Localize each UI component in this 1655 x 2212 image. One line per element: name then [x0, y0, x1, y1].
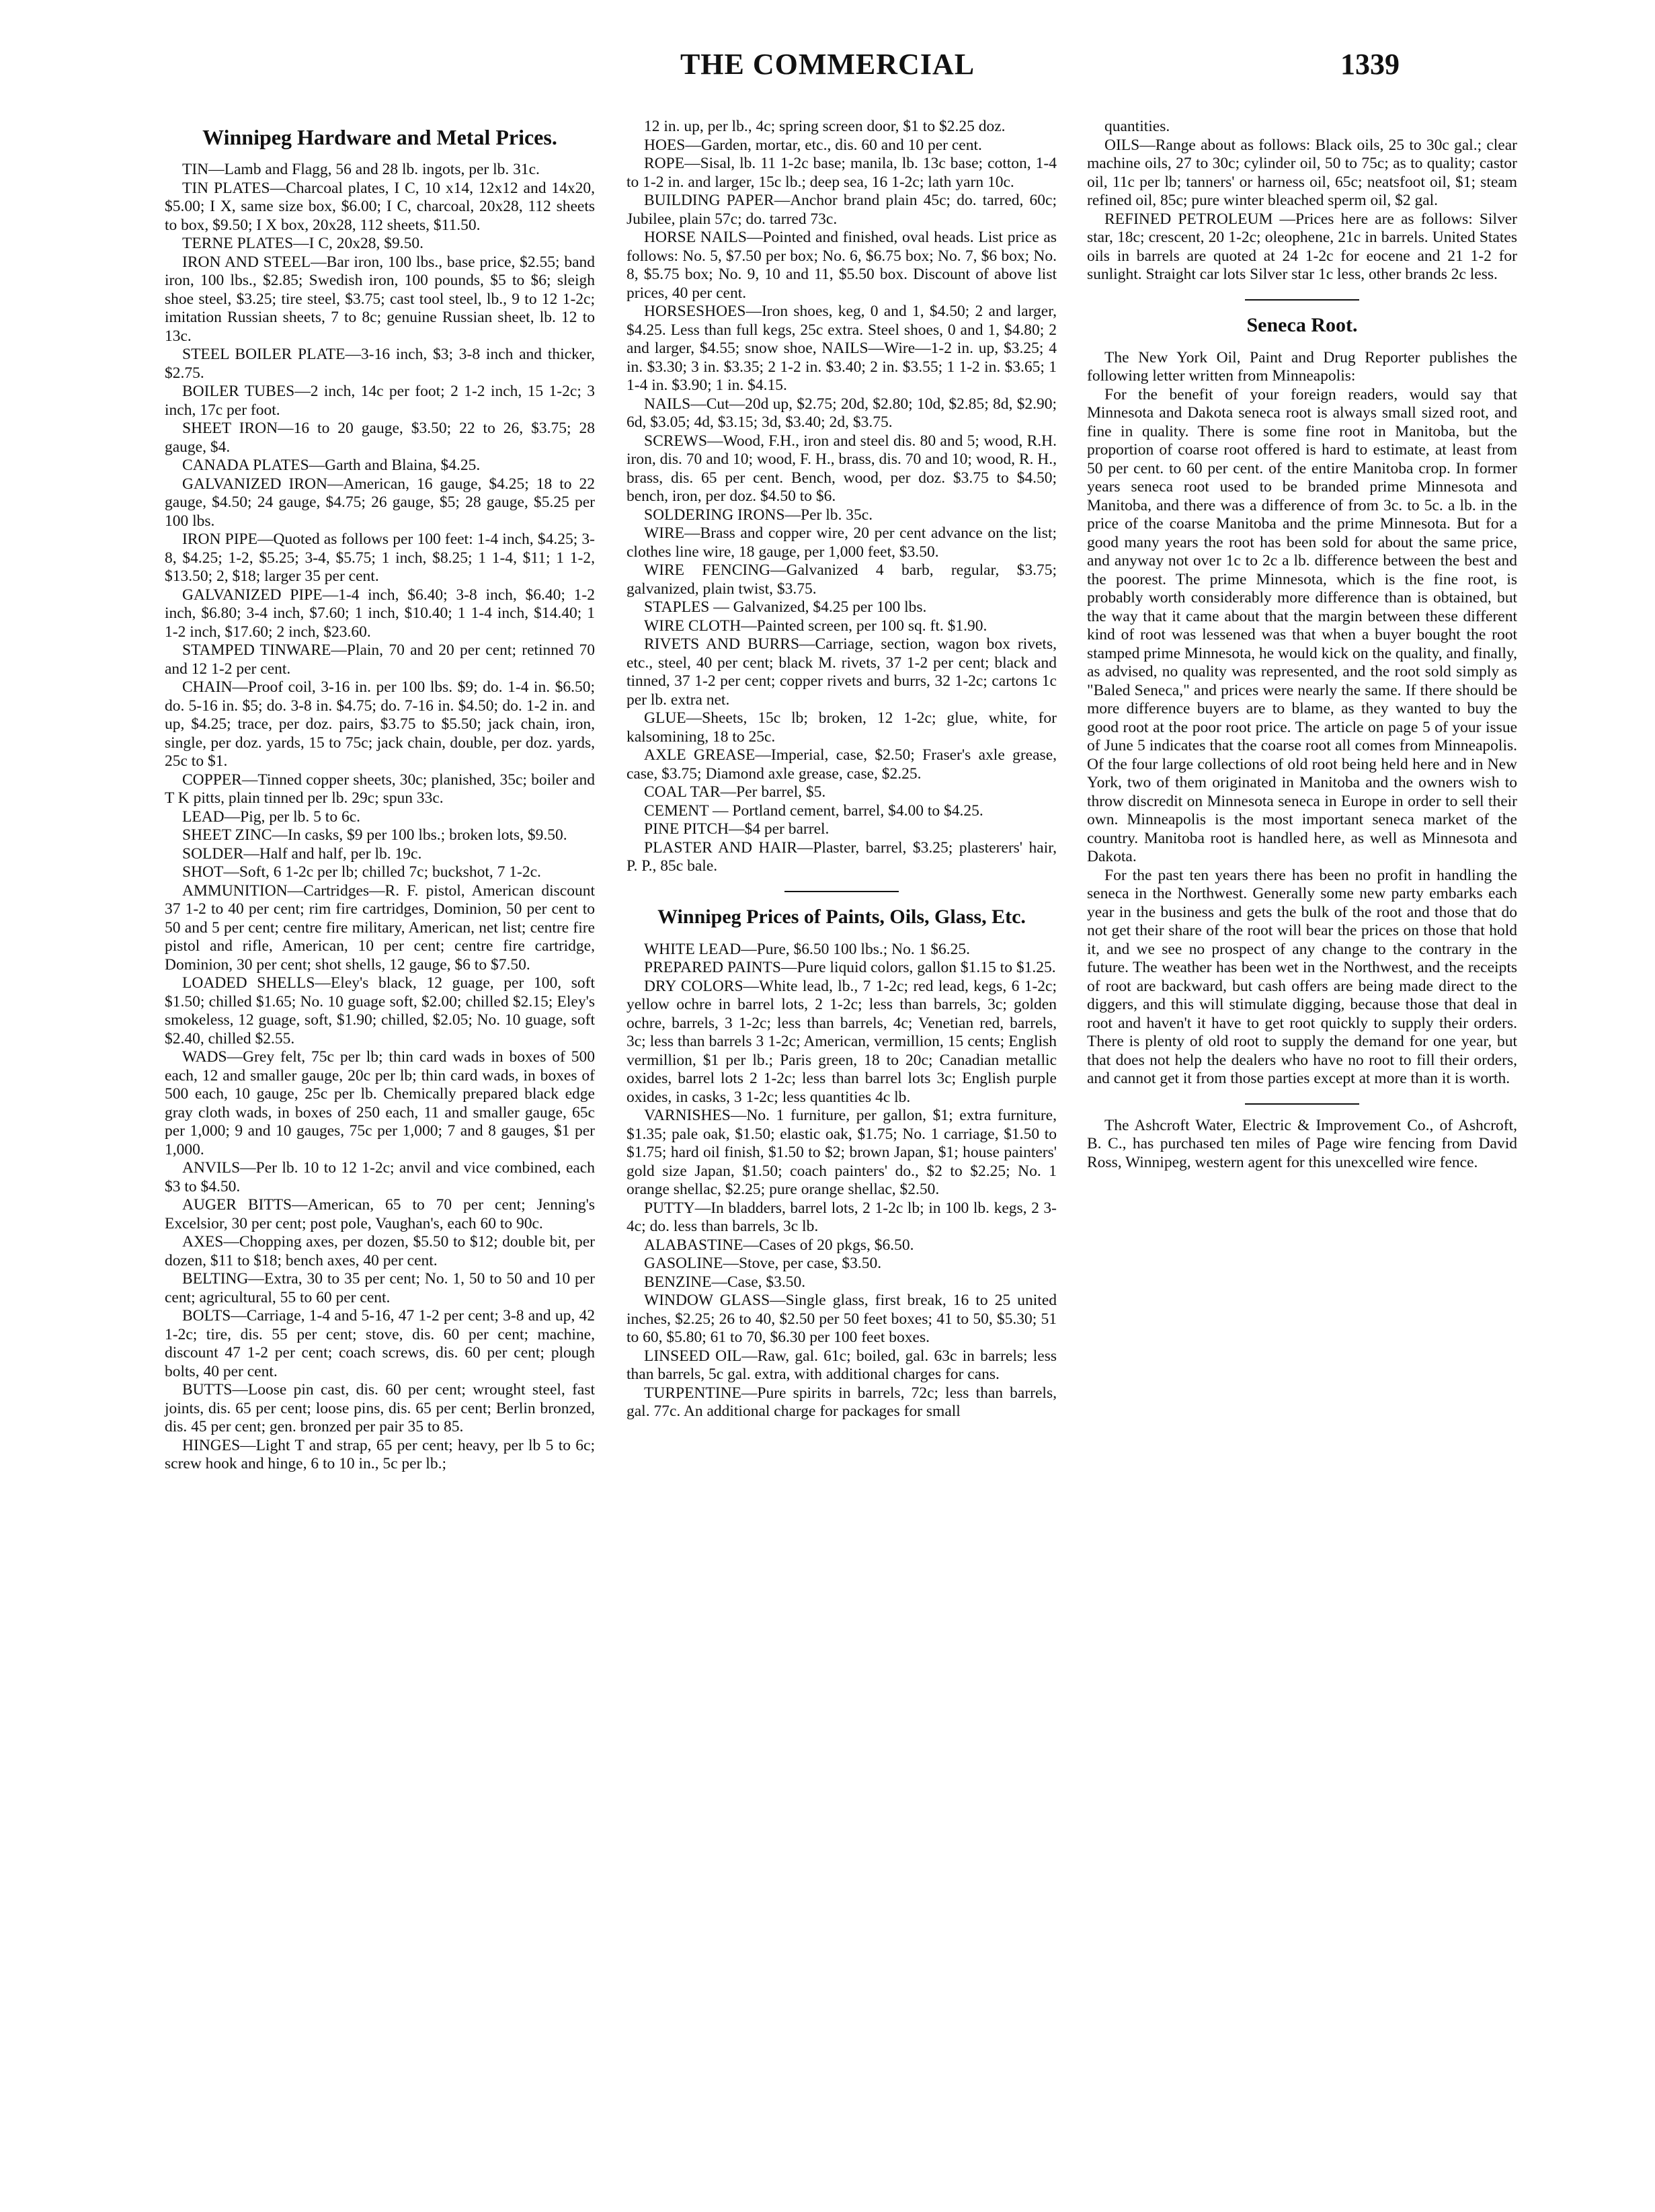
section-divider	[784, 891, 899, 892]
paragraph: STAPLES — Galvanized, $4.25 per 100 lbs.	[644, 598, 927, 616]
paragraph: WIRE—Brass and copper wire, 20 per cent advance on the list; clothes line wire, 18 gauge, per 1,000 feet, $3.50.	[627, 524, 1057, 561]
paints-prices-list	[627, 941, 1057, 1421]
paragraph: GLUE—Sheets, 15c lb; broken, 12 1-2c; glue, white, for kalsomining, 18 to 25c.	[627, 709, 1057, 746]
paragraph: BUTTS—Loose pin cast, dis. 60 per cent; wrought steel, fast joints, dis. 65 per cent; loose pins, dis. 65 per cent; Berlin bronzed, dis. 45 per cent; gen. bronzed per pair 35 to 85.	[165, 1381, 595, 1435]
paragraph: HINGES—Light T and strap, 65 per cent; heavy, per lb 5 to 6c; screw hook and hinge, 6 to 10 in., 5c per lb.;	[165, 1436, 595, 1472]
paragraph: AXES—Chopping axes, per dozen, $5.50 to $12; double bit, per dozen, $11 to $18; bench axes, 40 per cent.	[165, 1233, 595, 1269]
hardware-prices-title: Winnipeg Hardware and Metal Prices.	[202, 125, 557, 149]
paragraph: VARNISHES—No. 1 furniture, per gallon, $1; extra furniture, $1.35; pale oak, $1.50; elastic oak, $1.75; No. 1 carriage, $1.50 to $1.75; hard oil finish, $1.50 to $2; brown Japan, $1; house painters' gold size Japan, $1.50; coach painters' do., $2 to $2.25; No. 1 orange shellac, $2.25; pure orange shellac, $2.50.	[627, 1107, 1057, 1198]
paragraph: IRON PIPE—Quoted as follows per 100 feet: 1-4 inch, $4.25; 3-8, $4.25; 1-2, $5.25; 3-4, $5.75; 1 inch, $8.25; 1 1-4, $11; 1 1-2, $13.50; 2, $18; larger 35 per cent.	[165, 530, 595, 585]
paragraph: TERNE PLATES—I C, 20x28, $9.50.	[182, 235, 424, 252]
paragraph: quantities.	[1104, 118, 1170, 135]
paragraph: The Ashcroft Water, Electric & Improvement Co., of Ashcroft, B. C., has purchased ten miles of Page wire fencing from David Ross, Winnipeg, western agent for this unexcelled wire fence.	[1087, 1116, 1517, 1171]
paragraph: NAILS—Cut—20d up, $2.75; 20d, $2.80; 10d, $2.85; 8d, $2.90; 6d, $3.05; 4d, $3.15; 3d, $3.40; 2d, $3.75.	[627, 395, 1057, 431]
paragraph: BOLTS—Carriage, 1-4 and 5-16, 47 1-2 per cent; 3-8 and up, 42 1-2c; tire, dis. 55 per cent; stove, dis. 60 per cent; machine, discount 47 1-2 per cent; coach screws, dis. 60 per cent; plough bolts, 40 per cent.	[165, 1307, 595, 1380]
paragraph: BUILDING PAPER—Anchor brand plain 45c; do. tarred, 60c; Jubilee, plain 57c; do. tarred 73c.	[627, 192, 1057, 228]
ashcroft-notice	[1087, 1117, 1517, 1173]
paragraph: PUTTY—In bladders, barrel lots, 2 1-2c lb; in 100 lb. kegs, 2 3-4c; do. less than barrels, 3c lb.	[627, 1199, 1057, 1235]
paragraph: PLASTER AND HAIR—Plaster, barrel, $3.25; plasterers' hair, P. P., 85c bale.	[627, 838, 1057, 875]
seneca-root-article	[1087, 349, 1517, 1089]
paragraph: HORSE NAILS—Pointed and finished, oval heads. List price as follows: No. 5, $7.50 per box; No. 6, $6.75 box; No. 7, $6 box; No. 8, $5.75 box; No. 9, 10 and 11, $5.50 box. Discount of above list prices, 40 per cent.	[627, 229, 1057, 302]
paragraph: RIVETS AND BURRS—Carriage, section, wagon box rivets, etc., steel, 40 per cent; black M. rivets, 37 1-2 per cent; black and tinned, 37 1-2 per cent; copper rivets and burrs, 32 1-2c; cartons 1c per lb. extra net.	[627, 635, 1057, 709]
paragraph: SHEET ZINC—In casks, $9 per 100 lbs.; broken lots, $9.50.	[182, 826, 567, 844]
paragraph: PREPARED PAINTS—Pure liquid colors, gallon $1.15 to $1.25.	[644, 959, 1056, 976]
page-header	[0, 0, 1655, 114]
section-divider	[1245, 299, 1359, 301]
paragraph: HORSESHOES—Iron shoes, keg, 0 and 1, $4.50; 2 and larger, $4.25. Less than full kegs, 25c extra. Steel shoes, 0 and 1, $4.80; 2 and larger, $4.55; snow shoe, NAILS—Wire—1-2 in. up, $3.25; 4 in. $3.30; 3 in. $3.35; 2 1-2 in. $3.40; 2 in. $3.55; 1 1-2 in. $3.65; 1 1-4 in. $3.90; 1 in. $4.15.	[627, 303, 1057, 394]
paints-prices-continued	[1087, 118, 1517, 284]
paragraph: OILS—Range about as follows: Black oils, 25 to 30c gal.; clear machine oils, 27 to 30c; cylinder oil, 50 to 75c; as to quality; castor oil, 11c per lb; tanners' or harness oil, 65c; neatsfoot oil, $1; steam refined oil, 85c; pure winter bleached sperm oil, $2 gal.	[1087, 136, 1517, 209]
hardware-prices-list	[165, 161, 595, 1474]
paragraph: BENZINE—Case, $3.50.	[644, 1273, 806, 1291]
section-divider	[1245, 1103, 1359, 1105]
paragraph: GALVANIZED PIPE—1-4 inch, $6.40; 3-8 inch, $6.40; 1-2 inch, $6.80; 3-4 inch, $7.60; 1 inch, $10.40; 1 1-4 inch, $14.40; 1 1-2 inch, $17.60; 2 inch, $23.60.	[165, 586, 595, 641]
paragraph: ROPE—Sisal, lb. 11 1-2c base; manila, lb. 13c base; cotton, 1-4 to 1-2 in. and larger, 15c lb.; deep sea, 16 1-2c; lath yarn 10c.	[627, 155, 1057, 191]
paragraph: WHITE LEAD—Pure, $6.50 100 lbs.; No. 1 $6.25.	[644, 940, 970, 958]
paragraph: CEMENT — Portland cement, barrel, $4.00 to $4.25.	[644, 801, 983, 820]
paragraph: SHOT—Soft, 6 1-2c per lb; chilled 7c; buckshot, 7 1-2c.	[182, 863, 541, 881]
column-3	[1087, 118, 1517, 1172]
paragraph: AXLE GREASE—Imperial, case, $2.50; Fraser's axle grease, case, $3.75; Diamond axle grease, case, $2.25.	[627, 746, 1057, 783]
paragraph: ANVILS—Per lb. 10 to 12 1-2c; anvil and vice combined, each $3 to $4.50.	[165, 1159, 595, 1195]
paragraph: WIRE CLOTH—Painted screen, per 100 sq. ft. $1.90.	[644, 617, 987, 635]
paragraph: TURPENTINE—Pure spirits in barrels, 72c; less than barrels, gal. 77c. An additional charge for packages for small	[627, 1384, 1057, 1420]
paragraph: WADS—Grey felt, 75c per lb; thin card wads in boxes of 500 each, 12 and smaller gauge, 20c per lb; thin card wads, in boxes of 500 each, 10 gauge, 25c per lb. Chemically prepared black edge gray cloth wads, in boxes of 250 each, 11 and smaller gauge, 65c per 1,000; 9 and 10 gauges, 75c per 1,000; 7 and 8 gauges, $1 per 1,000.	[165, 1048, 595, 1158]
paragraph: COAL TAR—Per barrel, $5.	[644, 783, 826, 801]
paragraph: LINSEED OIL—Raw, gal. 61c; boiled, gal. 63c in barrels; less than barrels, 5c gal. extra, with additional charges for cans.	[627, 1347, 1057, 1383]
paints-prices-title: Winnipeg Prices of Paints, Oils, Glass, Etc.	[657, 905, 1026, 928]
hardware-prices-continued	[627, 118, 1057, 876]
paragraph: CANADA PLATES—Garth and Blaina, $4.25.	[182, 457, 481, 474]
paragraph: DRY COLORS—White lead, lb., 7 1-2c; red lead, kegs, 6 1-2c; yellow ochre in barrel lots, 2 1-2c; less than barrels, 3c; golden ochre, barrels, 3 1-2c; less than barrels, 4c; Venetian red, barrels, 3c; less than barrels 3 1-2c; American, vermillion, 15 cents; English vermillion, $1 per lb.; Paris green, 18 to 20c; Canadian metallic oxides, barrel lots 2 1-2c; less than barrel lots 3c; English purple oxides, in casks, 3 1-2c; less quantities 4c lb.	[627, 977, 1057, 1106]
publication-title: THE COMMERCIAL	[680, 48, 975, 81]
paragraph: BOILER TUBES—2 inch, 14c per foot; 2 1-2 inch, 15 1-2c; 3 inch, 17c per foot.	[165, 383, 595, 419]
paragraph: GALVANIZED IRON—American, 16 gauge, $4.25; 18 to 22 gauge, $4.50; 24 gauge, $4.75; 26 gauge, $5; 28 gauge, $5.25 per 100 lbs.	[165, 475, 595, 530]
paragraph: ALABASTINE—Cases of 20 pkgs, $6.50.	[644, 1236, 914, 1254]
paragraph: SOLDERING IRONS—Per lb. 35c.	[644, 506, 873, 524]
paragraph: STEEL BOILER PLATE—3-16 inch, $3; 3-8 inch and thicker, $2.75.	[165, 346, 595, 382]
paragraph: CHAIN—Proof coil, 3-16 in. per 100 lbs. $9; do. 1-4 in. $6.50; do. 5-16 in. $5; do. 3-8 in. $4.75; do. 7-16 in. $4.50; do. 1-2 in. and up, $4.25; trace, per doz. pairs, $3.75 to $5.50; jack chain, iron, single, per doz. yards, 15 to 75c; jack chain, double, per doz. yards, 25c to $1.	[165, 678, 595, 770]
paragraph: REFINED PETROLEUM —Prices here are as follows: Silver star, 18c; crescent, 20 1-2c; oleophene, 21c in barrels. United States oils in barrels are quoted at 24 1-2c for eocene and 21 1-2 for sunlight. Straight car lots Silver star 1c less, other brands 2c less.	[1087, 210, 1517, 283]
paragraph: BELTING—Extra, 30 to 35 per cent; No. 1, 50 to 50 and 10 per cent; agricultural, 55 to 60 per cent.	[165, 1270, 595, 1306]
column-2	[627, 118, 1057, 1421]
paragraph: HOES—Garden, mortar, etc., dis. 60 and 10 per cent.	[644, 136, 982, 154]
paragraph: STAMPED TINWARE—Plain, 70 and 20 per cent; retinned 70 and 12 1-2 per cent.	[165, 641, 595, 678]
paragraph: SOLDER—Half and half, per lb. 19c.	[182, 844, 422, 863]
paragraph: TIN PLATES—Charcoal plates, I C, 10 x14, 12x12 and 14x20, $5.00; I X, same size box, $6.00; I C, charcoal, 20x28, 112 sheets to box, $9.50; I X box, 20x28, 112 sheets, $11.50.	[165, 179, 595, 234]
page-number: 1339	[1340, 48, 1400, 81]
paragraph: SHEET IRON—16 to 20 gauge, $3.50; 22 to 26, $3.75; 28 gauge, $4.	[165, 420, 595, 456]
paragraph: LOADED SHELLS—Eley's black, 12 guage, per 100, soft $1.50; chilled $1.65; No. 10 guage soft, $2.00; chilled $2.15; Eley's smokeless, 12 guage, soft, $1.90; chilled, $2.05; No. 10 guage, soft $2.40, chilled $2.55.	[165, 974, 595, 1048]
paragraph: LEAD—Pig, per lb. 5 to 6c.	[182, 807, 360, 826]
paragraph: TIN—Lamb and Flagg, 56 and 28 lb. ingots, per lb. 31c.	[182, 161, 540, 178]
paragraph: For the benefit of your foreign readers, would say that Minnesota and Dakota seneca root is always small sized root, and fine in quality. There is some fine root in Manitoba, but the proportion of coarse root offered is hard to estimate, at least from 50 per cent. to 60 per cent. of the entire Manitoba crop. In former years seneca root used to be branded prime Minnesota and Manitoba, and there was a difference of from 3c. to 5c. a lb. in the price of the coarse Manitoba and the prime Minnesota. But for a good many years the root has been sold for about the same price, and anyway not over 1c to 2c a lb. difference between the best and the poorest. The prime Minnesota, which is the fine root, is probably worth considerably more difference than is obtained, but the way that it came about that the margin between these different kind of root was lessened was that when a buyer bought the root stamped prime Minnesota, he would kick on the quality, and finally, as advised, no quality was represented, and the root sold simply as "Baled Seneca," and prices were nearly the same. If there should be more difference buyers are to blame, as they wanted to buy the good root at the poor root price. The article on page 5 of your issue of June 5 indicates that the coarse root all comes from Minneapolis. Of the four large collections of old root being held here and in New York, two of them originated in Manitoba and the owners wish to throw discredit on Minnesota seneca in Europe in order to sell their own. Minneapolis is the most important seneca market of the country. Manitoba root is handled here, as well as Minnesota and Dakota.	[1087, 385, 1517, 865]
paragraph: AUGER BITTS—American, 65 to 70 per cent; Jenning's Excelsior, 30 per cent; post pole, Vaughan's, each 60 to 90c.	[165, 1196, 595, 1232]
paragraph: 12 in. up, per lb., 4c; spring screen door, $1 to $2.25 doz.	[644, 118, 1006, 135]
paragraph: COPPER—Tinned copper sheets, 30c; planished, 35c; boiler and T K pitts, plain tinned per lb. 29c; spun 33c.	[165, 771, 595, 807]
paragraph: For the past ten years there has been no profit in handling the seneca in the Northwest. Generally some new party embarks each year in the business and gets the bulk of the root and those that do not get their share of the root will bear the prices on those that hold it, and we see no prospect of any change to the contrary in the future. The weather has been wet in the Northwest, and the receipts of root are backward, but cash offers are being made direct to the diggers, and this will stimulate digging, because those that deal in root and haven't it have to get root quickly to supply their orders. There is plenty of old root to supply the demand for one year, but that does not help the dealers who have no root to fill their orders, and cannot get it from those parties except at more than it is worth.	[1087, 866, 1517, 1087]
paragraph: AMMUNITION—Cartridges—R. F. pistol, American discount 37 1-2 to 40 per cent; rim fire cartridges, Dominion, 50 per cent to 50 and 5 per cent; centre fire military, American, net list; centre fire pistol and rifle, American, 10 per cent; centre fire cartridge, Dominion, 30 per cent; shot shells, 12 gauge, $6 to $7.50.	[165, 881, 595, 974]
paragraph: SCREWS—Wood, F.H., iron and steel dis. 80 and 5; wood, R.H. iron, dis. 70 and 10; wood, F. H., brass, dis. 70 and 10; wood, R. H., brass, dis. 65 per cent. Bench, wood, per doz. $3.75 to $4.50; bench, iron, per doz. $4.50 to $6.	[627, 432, 1057, 505]
column-1	[165, 118, 595, 1474]
paragraph: WIRE FENCING—Galvanized 4 barb, regular, $3.75; galvanized, plain twist, $3.75.	[627, 561, 1057, 598]
paragraph: GASOLINE—Stove, per case, $3.50.	[644, 1255, 882, 1272]
paragraph: IRON AND STEEL—Bar iron, 100 lbs., base price, $2.55; band iron, 100 lbs., $2.85; Swedish iron, 100 pounds, $5 to $6; sleigh shoe steel, $3.25; tire steel, $3.75; cast tool steel, lb., 9 to 12 1-2c; imitation Russian sheets, 7 to 8c; genuine Russian sheet, lb. 12 to 13c.	[165, 253, 595, 345]
paragraph: The New York Oil, Paint and Drug Reporter publishes the following letter written from Minneapolis:	[1087, 348, 1517, 385]
paragraph: PINE PITCH—$4 per barrel.	[644, 820, 830, 838]
seneca-root-title: Seneca Root.	[1246, 313, 1358, 336]
paragraph: WINDOW GLASS—Single glass, first break, 16 to 25 united inches, $2.25; 26 to 40, $2.50 per 50 feet boxes; 41 to 50, $5.30; 51 to 60, $5.80; 61 to 70, $6.30 per 100 feet boxes.	[627, 1292, 1057, 1346]
